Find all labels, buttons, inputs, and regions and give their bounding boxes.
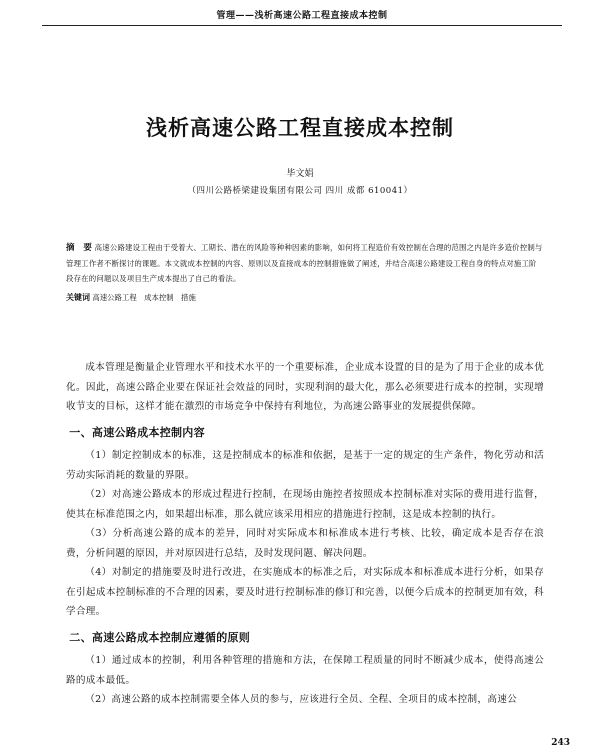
body-text <box>66 358 544 710</box>
section-2-paragraph: （2）高速公路的成本控制需要全体人员的参与，应该进行全员、全程、全项目的成本控制，高速公 <box>85 694 518 705</box>
page-number: 243 <box>551 738 570 748</box>
abstract-label: 摘 要 <box>66 243 93 253</box>
paper-title: 浅析高速公路工程直接成本控制 <box>146 116 454 140</box>
section-1-paragraph: （1）制定控制成本的标准，这是控制成本的标准和依据，是基于一定的规定的生产条件，物化劳动和活劳动实际消耗的数量的界限。 <box>66 450 544 481</box>
intro-paragraph: 成本管理是衡量企业管理水平和技术水平的一个重要标准，企业成本设置的目的是为了用于企业的成本优化。因此，高速公路企业要在保证社会效益的同时，实现利润的最大化，那么必须要进行成本的控制，实现增收节支的目标，这样才能在激烈的市场竞争中保持有利地位，为高速公路事业的发展提供保障。 <box>66 362 544 412</box>
section-2-paragraph: （1）通过成本的控制，利用各种管理的措施和方法，在保障工程质量的同时不断减少成本，使得高速公路的成本最低。 <box>66 655 544 686</box>
author-affiliation: （四川公路桥梁建设集团有限公司 四川 成都 610041） <box>187 186 413 196</box>
section-1-paragraph: （4）对制定的措施要及时进行改进，在实施成本的标准之后，对实际成本和标准成本进行分析，如果存在引起成本控制标准的不合理的因素，要及时进行控制标准的修订和完善，以便今后成本的控制更加有效，科学合理。 <box>66 567 544 617</box>
abstract-text: 高速公路建设工程由于受着大、工期长、潜在的风险等种种因素的影响，如何将工程造价有效控制在合理的范围之内是许多造价控制与管理工作者不断探讨的课题。本文就成本控制的内容、原则以及直接成本的控制措施做了阐述，并结合高速公路建设工程自身的特点对施工阶段存在的问题以及项目生产成本提出了自己的看法。 <box>66 243 543 283</box>
section-heading-2: 二、高速公路成本控制应遵循的原则 <box>69 630 251 644</box>
keywords-text: 高速公路工程 成本控制 措施 <box>92 293 196 302</box>
section-1-paragraph: （2）对高速公路成本的形成过程进行控制，在现场由施控者按照成本控制标准对实际的费用进行监督，使其在标准范围之内，如果超出标准，那么就应该采用相应的措施进行控制，这是成本控制的执行。 <box>66 489 544 520</box>
abstract <box>66 240 544 286</box>
running-header: 管理——浅析高速公路工程直接成本控制 <box>42 8 562 26</box>
keywords <box>66 290 544 305</box>
author-name: 毕文娟 <box>286 169 314 179</box>
keywords-label: 关键词 <box>66 293 90 302</box>
section-heading-1: 一、高速公路成本控制内容 <box>69 425 205 439</box>
section-1-paragraph: （3）分析高速公路的成本的差异，同时对实际成本和标准成本进行考核、比较，确定成本是否存在浪费，分析问题的原因，并对原因进行总结，及时发现问题、解决问题。 <box>66 528 544 559</box>
